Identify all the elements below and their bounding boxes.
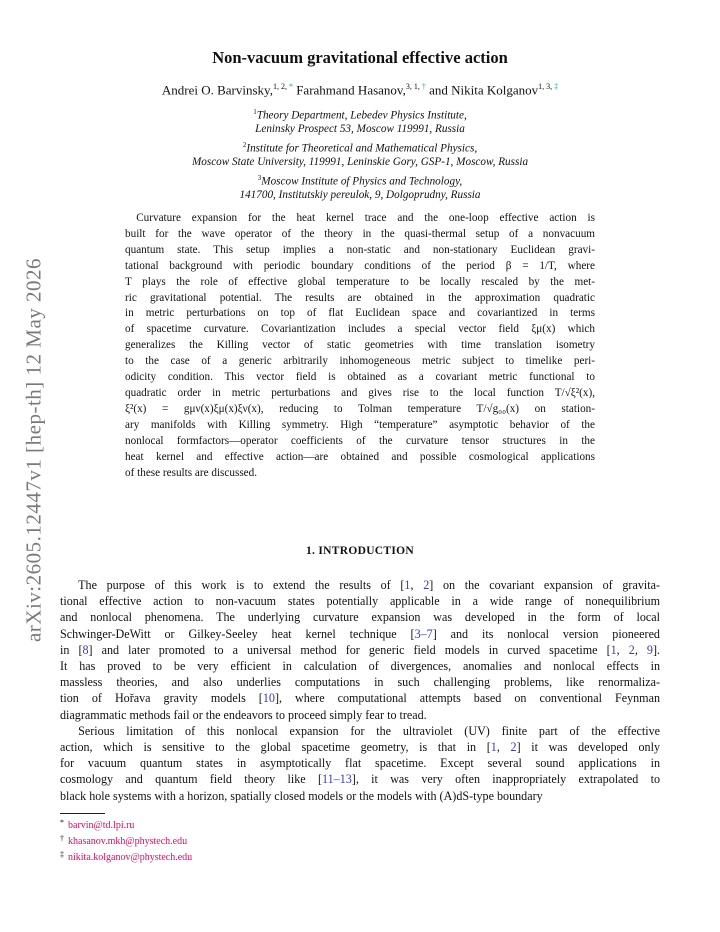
abstract <box>125 211 595 481</box>
email-link[interactable]: barvin@td.lpi.ru <box>68 820 135 831</box>
abstract-line: Curvature expansion for the heat kernel trace and the one-loop effective action is <box>125 212 595 224</box>
abstract-line: built for the wave operator of the theory in the quasi-thermal setup of a nonvacuum <box>125 227 595 240</box>
email-link[interactable]: nikita.kolganov@phystech.edu <box>68 852 193 863</box>
author-list <box>0 82 720 98</box>
affiliation-text: Institute for Theoretical and Mathematical Physics, <box>246 142 478 155</box>
citation-link[interactable]: 2 <box>628 642 635 657</box>
affiliation-text: Theory Department, Lebedev Physics Institute, <box>256 109 467 122</box>
author-affil-sup: 3, 1, <box>405 82 422 91</box>
citation-link[interactable]: 2 <box>510 740 517 755</box>
footnote-rule <box>60 813 105 814</box>
footnote <box>60 834 187 847</box>
affiliation-line <box>0 187 720 204</box>
arxiv-id: arXiv:2605.12447v1 [hep-th] 12 May 2026 <box>21 257 46 643</box>
paragraph-line: for vacuum quantum states in asymptotically flat spacetime. Except several sound applications in <box>60 756 660 771</box>
affiliation-text: Leninsky Prospect 53, Moscow 119991, Russia <box>255 122 465 135</box>
abstract-line: of spacetime curvature. Covariantization includes a special vector field ξμ(x) which <box>125 323 595 336</box>
affiliation-text: 141700, Institutskiy pereulok, 9, Dolgoprudny, Russia <box>239 189 481 201</box>
footnote-link[interactable]: * <box>288 82 293 91</box>
affiliation-number: 3 <box>257 174 262 183</box>
paragraph-line: in [8] and later promoted to a universal method for generic field models in curved spacetime [1, 2, 9]. <box>60 642 661 657</box>
author-name: and Nikita Kolganov <box>429 82 539 98</box>
abstract-line: T plays the role of effective global temperature to be locally rescaled by the met- <box>125 275 595 288</box>
abstract-line: heat kernel and effective action—are obtained and possible cosmological applications <box>125 450 595 463</box>
abstract-line: quadratic order in metric perturbations and gives rise to the local function T/√ξ²(x), <box>125 386 595 399</box>
abstract-line: odicity condition. This vector field is obtained as a covariant metric functional to <box>125 371 595 384</box>
author-name: Farahmand Hasanov, <box>296 82 406 98</box>
citation-link[interactable]: 1 <box>404 578 411 592</box>
citation-link[interactable]: 9 <box>646 642 653 657</box>
affiliation-number: 1 <box>253 108 257 116</box>
abstract-line: ary manifolds with Killing symmetry. High “temperature” asymptotic behavior of the <box>125 418 595 431</box>
paragraph-line: and nonlocal phenomena. The underlying curvature expansion was developed in the form of local <box>60 610 660 625</box>
paragraph-line: cosmology and quantum field theory like [11–13], it was very often inappropriately extrapolated to <box>60 772 660 787</box>
footnote-link[interactable]: † <box>421 82 426 91</box>
citation-link[interactable]: 1 <box>610 642 617 657</box>
paragraph-line: massless theories, and also underlies computations in such challenging problems, like renormaliza- <box>60 675 660 690</box>
arxiv-stamp <box>14 257 54 643</box>
footnote-mark: † <box>60 834 64 843</box>
paragraph-line: diagrammatic methods fail or the endeavors to proceed simply fear to tread. <box>60 707 427 722</box>
footnote-mark: ‡ <box>60 850 64 859</box>
paragraph-line: tion of Hořava gravity models [10], where computational attempts based on conventional Feynman <box>60 691 660 706</box>
author-affil-sup: 1, 3, <box>538 82 555 91</box>
footnote <box>60 818 134 831</box>
affiliation-text: Moscow State University, 119991, Leninskie Gory, GSP-1, Moscow, Russia <box>191 155 529 168</box>
abstract-line: quantum state. This setup implies a non-static and non-stationary Euclidean gravi- <box>125 243 595 256</box>
footnote <box>60 850 192 863</box>
author-affil-sup: 1, 2, <box>272 82 289 91</box>
paragraph-line: The purpose of this work is to extend the results of [1, 2] on the covariant expansion of gravita- <box>60 578 660 592</box>
abstract-line: in metric perturbations on top of flat Euclidean space and covariantized in terms <box>125 307 595 320</box>
email-link[interactable]: khasanov.mkh@phystech.edu <box>68 836 188 847</box>
section-heading: 1. INTRODUCTION <box>305 545 414 557</box>
abstract-line: ric gravitational potential. The results are obtained in the approximation quadratic <box>125 291 595 304</box>
citation-link[interactable]: 8 <box>82 642 89 657</box>
author-name: Andrei O. Barvinsky, <box>161 82 273 98</box>
paper-title: Non-vacuum gravitational effective action <box>212 48 508 67</box>
paragraph-line: black hole systems with a horizon, spatially closed models or the models with (A)dS-type boundary <box>60 788 543 803</box>
affiliation-number: 2 <box>242 141 247 150</box>
citation-link[interactable]: 11–13 <box>322 772 352 787</box>
affiliation-line <box>0 121 720 138</box>
citation-link[interactable]: 2 <box>423 578 430 592</box>
abstract-line: to the case of a generic arbitrarily inhomogeneous metric subject to timelike peri- <box>125 355 595 368</box>
paragraph-line: It has proved to be very efficient in calculation of divergences, anomalies and nonlocal effects in <box>60 659 660 674</box>
citation-link[interactable]: 1 <box>490 740 497 755</box>
introduction-text <box>60 577 660 804</box>
abstract-line: nonlocal formfactors—operator coefficients of the curvature tensor structures in the <box>125 434 595 447</box>
paragraph-line: action, which is sensitive to the global spacetime geometry, is that in [1, 2] it was developed only <box>60 740 660 755</box>
citation-link[interactable]: 3–7 <box>414 626 433 641</box>
abstract-line: tational background with periodic boundary conditions of the period β = 1/T, where <box>125 259 595 272</box>
abstract-line: generalizes the Killing vector of static geometries with time translation isometry <box>125 339 595 352</box>
footnote-link[interactable]: ‡ <box>554 82 559 91</box>
paragraph-line: Schwinger-DeWitt or Gilkey-Seeley heat kernel technique [3–7] and its nonlocal version pioneered <box>60 626 660 641</box>
footnote-mark: * <box>60 818 64 827</box>
affiliation-text: Moscow Institute of Physics and Technology, <box>261 176 463 189</box>
paragraph-line: tional effective action to non-vacuum states potentially applicable in a wide range of nonequilibrium <box>60 594 660 609</box>
affiliation-line <box>0 154 720 171</box>
abstract-line: ξ²(x) = gμν(x)ξμ(x)ξν(x), reducing to Tolman temperature T/√g₀₀(x) on station- <box>125 402 595 415</box>
paragraph-line: Serious limitation of this nonlocal expansion for the ultraviolet (UV) finite part of the effective <box>60 723 660 738</box>
abstract-line: of these results are discussed. <box>125 466 258 479</box>
citation-link[interactable]: 10 <box>262 691 275 706</box>
